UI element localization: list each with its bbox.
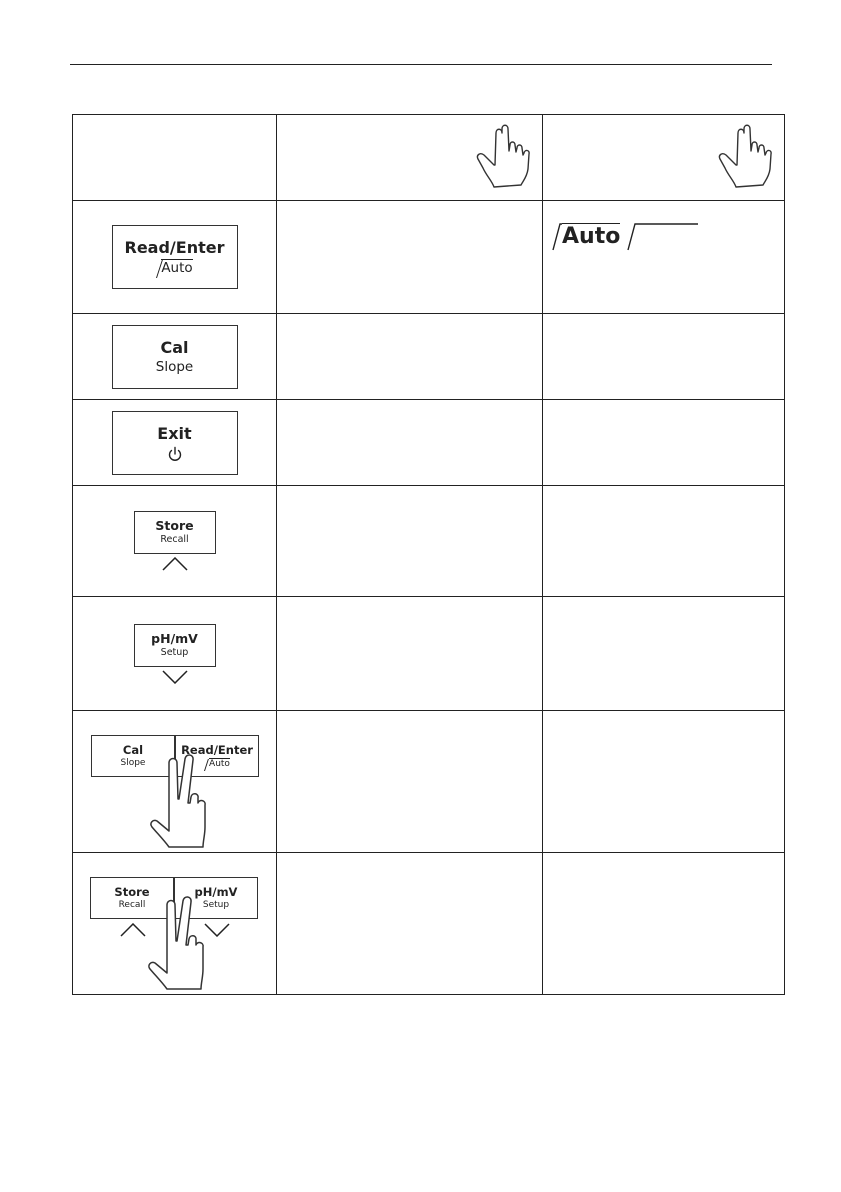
- pointing-hand-icon: [716, 121, 778, 191]
- cal-read-combo: [73, 711, 276, 852]
- key-label: pH/mV: [151, 630, 198, 646]
- empty-radical-icon: [626, 223, 700, 251]
- header-rule: [70, 64, 772, 65]
- chevron-up-icon: [162, 557, 188, 571]
- two-finger-hand-icon: [147, 749, 217, 849]
- header-cell-key: [73, 115, 277, 201]
- table-row: [73, 314, 785, 400]
- pointing-hand-icon: [474, 121, 536, 191]
- key-label: pH/mV: [194, 885, 238, 899]
- store-key[interactable]: [134, 511, 216, 554]
- key-label: Store: [155, 518, 194, 533]
- auto-symbols: [552, 223, 700, 251]
- key-sublabel: Setup: [202, 900, 230, 910]
- key-label: Read/Enter: [181, 742, 253, 757]
- key-label: Cal: [122, 743, 144, 757]
- power-icon: [167, 446, 183, 462]
- radical-icon: [552, 223, 562, 251]
- ph-mv-key[interactable]: [134, 624, 216, 667]
- table-row: [73, 853, 785, 995]
- table-header-row: [73, 115, 785, 201]
- key-sublabel: Recall: [160, 534, 189, 545]
- key-sublabel: Recall: [118, 900, 146, 910]
- key-label: Store: [114, 885, 150, 899]
- table-row: [73, 597, 785, 711]
- key-sublabel: Auto: [156, 259, 192, 277]
- auto-symbol: Auto: [562, 224, 621, 249]
- key-sublabel: Slope: [155, 358, 194, 375]
- chevron-up-icon: [120, 923, 146, 937]
- header-cell-hold: [543, 115, 785, 201]
- table-row: [73, 711, 785, 853]
- key-sublabel: Setup: [160, 646, 189, 658]
- table-row: [73, 201, 785, 314]
- exit-key[interactable]: [112, 411, 238, 475]
- key-label: Exit: [157, 423, 192, 443]
- key-label: Cal: [160, 337, 189, 357]
- chevron-down-icon: [162, 670, 188, 684]
- table-row: [73, 400, 785, 486]
- cal-key[interactable]: [112, 325, 238, 389]
- header-cell-press: [277, 115, 543, 201]
- two-finger-hand-icon: [145, 891, 215, 991]
- key-sublabel: Auto: [204, 758, 230, 770]
- key-function-table: [72, 114, 785, 995]
- read-enter-key[interactable]: [112, 225, 238, 289]
- store-ph-combo: [73, 853, 276, 994]
- key-sublabel: Slope: [120, 758, 146, 768]
- table-row: [73, 486, 785, 597]
- key-label: Read/Enter: [124, 237, 225, 257]
